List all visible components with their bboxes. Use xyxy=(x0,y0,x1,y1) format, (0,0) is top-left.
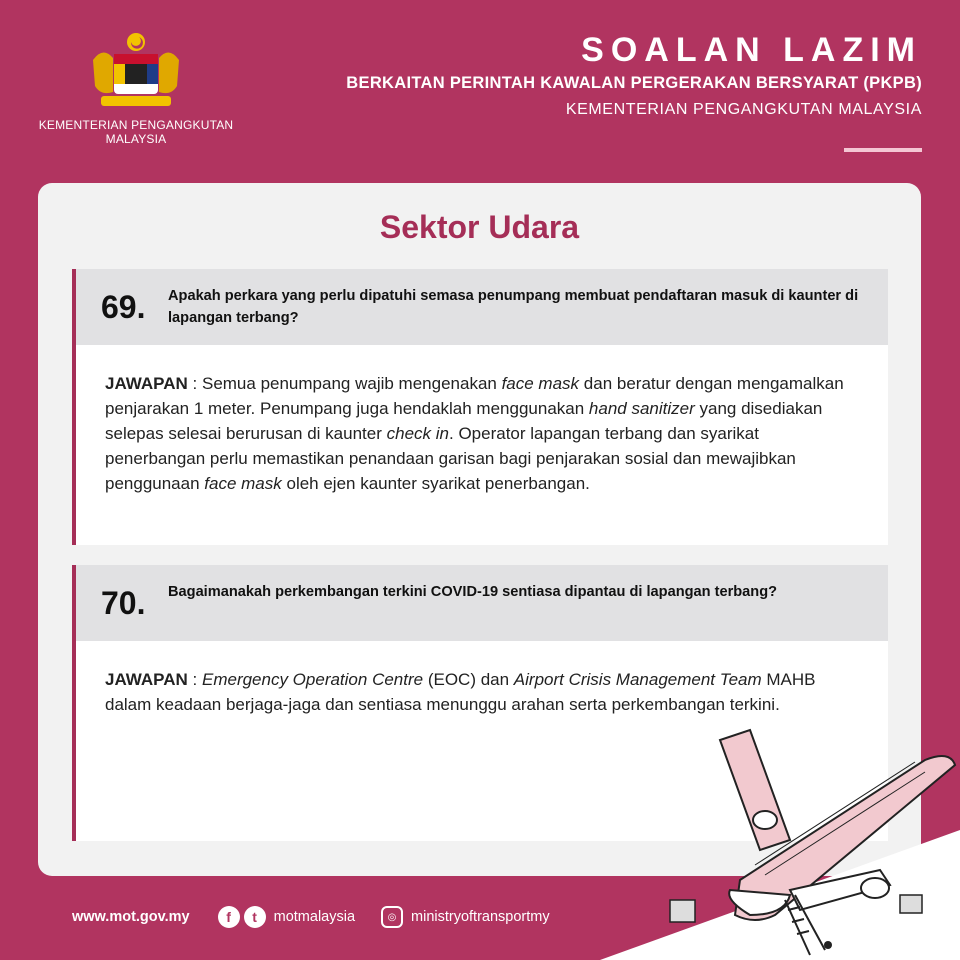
answer-text: JAWAPAN : Emergency Operation Centre (EOC) dan Airport Crisis Management Team MAHB dalam keadaan berjaga-jaga dan sentiasa menunggu arahan serta perkembangan terkini. xyxy=(105,670,816,714)
answer-box-69 xyxy=(72,345,888,545)
answer-label: JAWAPAN xyxy=(105,670,188,689)
ministry-logo xyxy=(36,30,236,146)
question-text: Apakah perkara yang perlu dipatuhi semasa penumpang membuat pendaftaran masuk di kaunter di lapangan terbang? xyxy=(168,288,859,326)
sector-title: Sektor Udara xyxy=(379,209,580,245)
header-divider xyxy=(844,148,922,152)
logo-line-2: MALAYSIA xyxy=(105,132,167,146)
question-box-69 xyxy=(72,269,888,345)
twitter-icon[interactable]: t xyxy=(244,906,266,928)
answer-label: JAWAPAN xyxy=(105,374,188,393)
ministry-name: KEMENTERIAN PENGANGKUTAN MALAYSIA xyxy=(565,101,922,118)
footer xyxy=(72,906,550,928)
answer-text: JAWAPAN : Semua penumpang wajib mengenakan face mask dan beratur dengan mengamalkan penjarakan 1 meter. Penumpang juga hendaklah menggunakan hand sanitizer yang disediakan selepas selesai berurusan di kaunter check in. Operator lapangan terbang dan syarikat penerbangan perlu memastikan penandaan garisan bagi penjarakan sosial dan mewajibkan penggunaan face mask oleh ejen kaunter syarikat penerbangan. xyxy=(105,374,844,493)
header xyxy=(346,30,922,119)
question-number: 70. xyxy=(101,585,146,621)
coat-of-arms-icon xyxy=(81,30,191,112)
question-box-70 xyxy=(72,565,888,641)
instagram-icon[interactable]: ◎ xyxy=(381,906,403,928)
question-number: 69. xyxy=(101,289,146,325)
logo-line-1: KEMENTERIAN PENGANGKUTAN xyxy=(38,118,234,132)
facebook-icon[interactable]: f xyxy=(218,906,240,928)
website-link[interactable]: www.mot.gov.my xyxy=(72,909,190,925)
page-title: SOALAN LAZIM xyxy=(581,31,922,69)
instagram-handle[interactable]: ministryoftransportmy xyxy=(411,909,550,925)
airplane-illustration xyxy=(600,690,960,960)
question-text: Bagaimanakah perkembangan terkini COVID-19 sentiasa dipantau di lapangan terbang? xyxy=(168,584,778,600)
page-subtitle: BERKAITAN PERINTAH KAWALAN PERGERAKAN BERSYARAT (PKPB) xyxy=(346,74,922,92)
social-handle[interactable]: motmalaysia xyxy=(273,909,356,925)
